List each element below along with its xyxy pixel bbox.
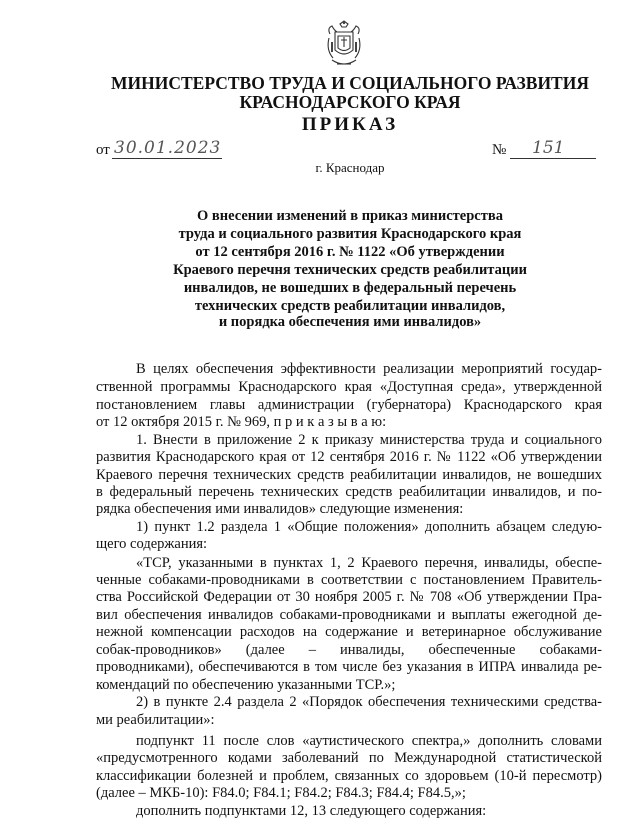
body-line: в федеральный перечень технических средств реабилитации инвалидов, и по- xyxy=(96,484,602,500)
subject-line: Краевого перечня технических средств реабилитации xyxy=(173,262,527,278)
body-line: проводниками), обеспечиваются в том числе без указания в ИПРА инвалида ре- xyxy=(96,659,602,675)
body-line: от 12 октября 2015 г. № 969, п р и к а з ы в а ю: xyxy=(96,414,387,430)
body-line: «ТСР, указанными в пунктах 1, 2 Краевого перечня, инвалиды, обеспе- xyxy=(136,555,602,571)
subject-line: труда и социального развития Краснодарского края xyxy=(178,226,522,242)
subject-line: и порядка обеспечения ими инвалидов» xyxy=(218,314,482,330)
order-date: 30.01.2023 xyxy=(114,138,222,158)
body-line: комендаций по обеспечению указанными ТСР.»; xyxy=(96,677,396,693)
body-line: ства Российской Федерации от 30 ноября 2005 г. № 708 «Об утверждении Пра- xyxy=(96,589,602,605)
subject-line: технических средств реабилитации инвалидов, xyxy=(194,298,506,314)
ministry-name-line-2: КРАСНОДАРСКОГО КРАЯ xyxy=(239,92,461,112)
body-line: 1. Внести в приложение 2 к приказу министерства труда и социального xyxy=(136,432,602,448)
order-title: ПРИКАЗ xyxy=(301,114,399,135)
date-label: от xyxy=(96,142,110,158)
body-line: вил обеспечения инвалидов собаками-проводниками и выплаты ежегодной де- xyxy=(96,607,602,623)
body-line: 2) в пункте 2.4 раздела 2 «Порядок обеспечения техническими средства- xyxy=(136,694,602,710)
body-line: дополнить подпунктами 12, 13 следующего содержания: xyxy=(136,803,487,819)
body-line: развития Краснодарского края от 12 сентября 2016 г. № 1122 «Об утверждении xyxy=(96,449,602,465)
coat-of-arms-emblem xyxy=(325,20,363,70)
body-line: ми реабилитации»: xyxy=(96,712,215,728)
body-line: 1) пункт 1.2 раздела 1 «Общие положения» дополнить абзацем следую- xyxy=(136,519,602,535)
number-label: № xyxy=(492,142,507,158)
body-line: (далее – МКБ-10): F84.0; F84.1; F84.2; F84.3; F84.4; F84.5,»; xyxy=(96,785,466,801)
body-line: классификации болезней и проблем, связанных со здоровьем (10-й пересмотр) xyxy=(96,768,602,784)
body-line: «предусмотренного кодами заболеваний по Международной статистической xyxy=(96,750,602,766)
subject-line: от 12 сентября 2016 г. № 1122 «Об утверждении xyxy=(195,244,505,260)
city: г. Краснодар xyxy=(315,160,385,175)
order-number: 151 xyxy=(532,138,565,158)
subject-line: О внесении изменений в приказ министерства xyxy=(197,208,503,224)
body-line: постановлением главы администрации (губернатора) Краснодарского края xyxy=(96,397,602,413)
subject-line: инвалидов, не вошедших в федеральный перечень xyxy=(183,280,517,296)
body-line: нежной компенсации расходов на содержание и ветеринарное обслуживание xyxy=(96,624,602,640)
body-line: ственной программы Краснодарского края «Доступная среда», утвержденной xyxy=(96,379,602,395)
body-line: подпункт 11 после слов «аутистического спектра,» дополнить словами xyxy=(136,733,602,749)
body-line: рядка обеспечения ими инвалидов» следующие изменения: xyxy=(96,501,464,517)
body-line: Краевого перечня технических средств реабилитации инвалидов, не вошедших xyxy=(96,467,602,483)
body-line: щего содержания: xyxy=(96,536,208,552)
body-line: собак-проводников» (далее – инвалиды, обеспеченные собаками- xyxy=(96,642,602,658)
ministry-name-line-1: МИНИСТЕРСТВО ТРУДА И СОЦИАЛЬНОГО РАЗВИТИЯ xyxy=(111,73,589,93)
body-line: ченные собаками-проводниками в соответствии с постановлением Правитель- xyxy=(96,572,602,588)
body-line: В целях обеспечения эффективности реализации мероприятий государ- xyxy=(136,361,602,377)
